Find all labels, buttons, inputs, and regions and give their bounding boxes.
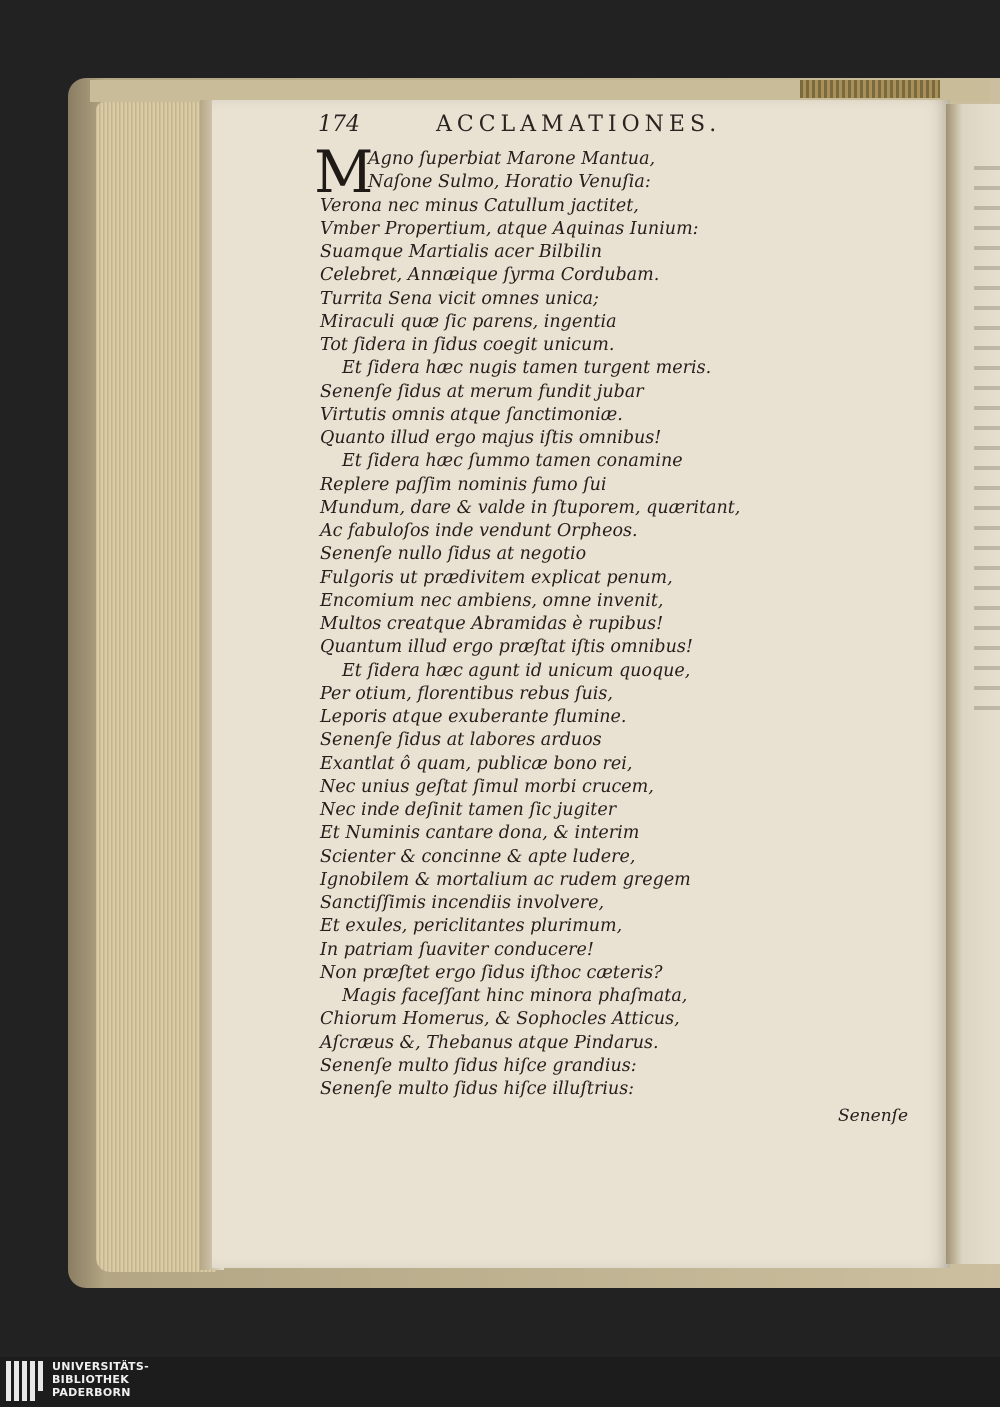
poem-line: Per otium, florentibus rebus ſuis,	[320, 683, 613, 704]
poem-line: Tot ſidera in ſidus coegit unicum.	[320, 335, 615, 355]
poem-line: Mundum, dare & valde in ſtuporem, quæritant,	[320, 497, 741, 518]
running-head-title: ACCLAMATIONES.	[436, 112, 722, 137]
poem-line: Senenſe multo ſidus hiſce grandius:	[320, 1055, 637, 1076]
poem-line: Naſone Sulmo, Horatio Venuſia:	[368, 172, 651, 193]
poem-line: Ignobilem & mortalium ac rudem gregem	[320, 869, 691, 890]
library-logo-icon	[6, 1361, 44, 1401]
poem-line: In patriam ſuaviter conducere!	[320, 939, 594, 960]
poem-line: Multos creatque Abramidas è rupibus!	[320, 614, 664, 634]
poem-line: Senenſe ſidus at labores arduos	[320, 730, 602, 751]
poem-line: Et ſidera hæc nugis tamen turgent meris.	[342, 358, 712, 379]
poem-line: Miraculi quæ ſic parens, ingentia	[320, 311, 617, 332]
poem-line: Sanctiſſimis incendiis involvere,	[320, 893, 605, 913]
library-logo-line: BIBLIOTHEK	[52, 1373, 130, 1386]
poem-line: Senenſe multo ſidus hiſce illuſtrius:	[320, 1079, 635, 1099]
poem-line: Scienter & concinne & apte ludere,	[320, 846, 636, 867]
poem-line: Aſcræus &, Thebanus atque Pindarus.	[320, 1032, 659, 1053]
poem-line: Leporis atque exuberante flumine.	[320, 707, 627, 727]
poem-line: Magis faceſſant hinc minora phaſmata,	[342, 986, 688, 1006]
page-number: 174	[318, 112, 360, 137]
poem-line: Quanto illud ergo majus iſtis omnibus!	[320, 428, 662, 448]
poem-line: Verona nec minus Catullum jactitet,	[320, 195, 639, 216]
poem-line: Non præſtet ergo ſidus iſthoc cæteris?	[320, 962, 663, 983]
library-logo-text	[52, 1360, 149, 1399]
poem-line: Turrita Sena vicit omnes unica;	[320, 288, 599, 309]
poem-line: Suamque Martialis acer Bilbilin	[320, 242, 603, 262]
footer-bar	[0, 1357, 1000, 1407]
poem-line: Nec inde deſinit tamen ſic jugiter	[320, 800, 617, 820]
poem-line: Fulgoris ut prædivitem explicat penum,	[320, 567, 673, 588]
library-logo-line: UNIVERSITÄTS-	[52, 1360, 149, 1373]
library-logo-line: PADERBORN	[52, 1386, 131, 1399]
poem-line: Agno ſuperbiat Marone Mantua,	[368, 149, 656, 169]
poem-line: Et ſidera hæc agunt id unicum quoque,	[342, 660, 691, 681]
poem-line: Quantum illud ergo præſtat iſtis omnibus!	[320, 637, 693, 658]
drop-cap: M	[314, 138, 374, 206]
poem-line: Exantlat ô quam, publicæ bono rei,	[320, 753, 633, 774]
poem-line: Nec unius geſtat ſimul morbi crucem,	[320, 776, 654, 797]
poem-line: Virtutis omnis atque ſanctimoniæ.	[320, 404, 623, 425]
poem-line: Et ſidera hæc ſummo tamen conamine	[342, 451, 683, 472]
poem-line: Vmber Propertium, atque Aquinas Iunium:	[320, 218, 699, 239]
poem-line: Et Numinis cantare dona, & interim	[320, 823, 640, 844]
poem-line: Encomium nec ambiens, omne invenit,	[320, 590, 664, 611]
catchword: Senenſe	[838, 1106, 909, 1126]
poem-line: Senenſe ſidus at merum fundit jubar	[320, 381, 644, 402]
poem-line: Celebret, Annæique ſyrma Cordubam.	[320, 265, 660, 286]
poem-line: Et exules, periclitantes plurimum,	[320, 916, 623, 937]
poem-line: Chiorum Homerus, & Sophocles Atticus,	[320, 1009, 680, 1030]
poem-line: Replere paſſim nominis fumo ſui	[320, 474, 607, 495]
poem-line: Senenſe nullo ſidus at negotio	[320, 544, 587, 565]
poem-line: Ac fabuloſos inde vendunt Orpheos.	[320, 521, 638, 541]
